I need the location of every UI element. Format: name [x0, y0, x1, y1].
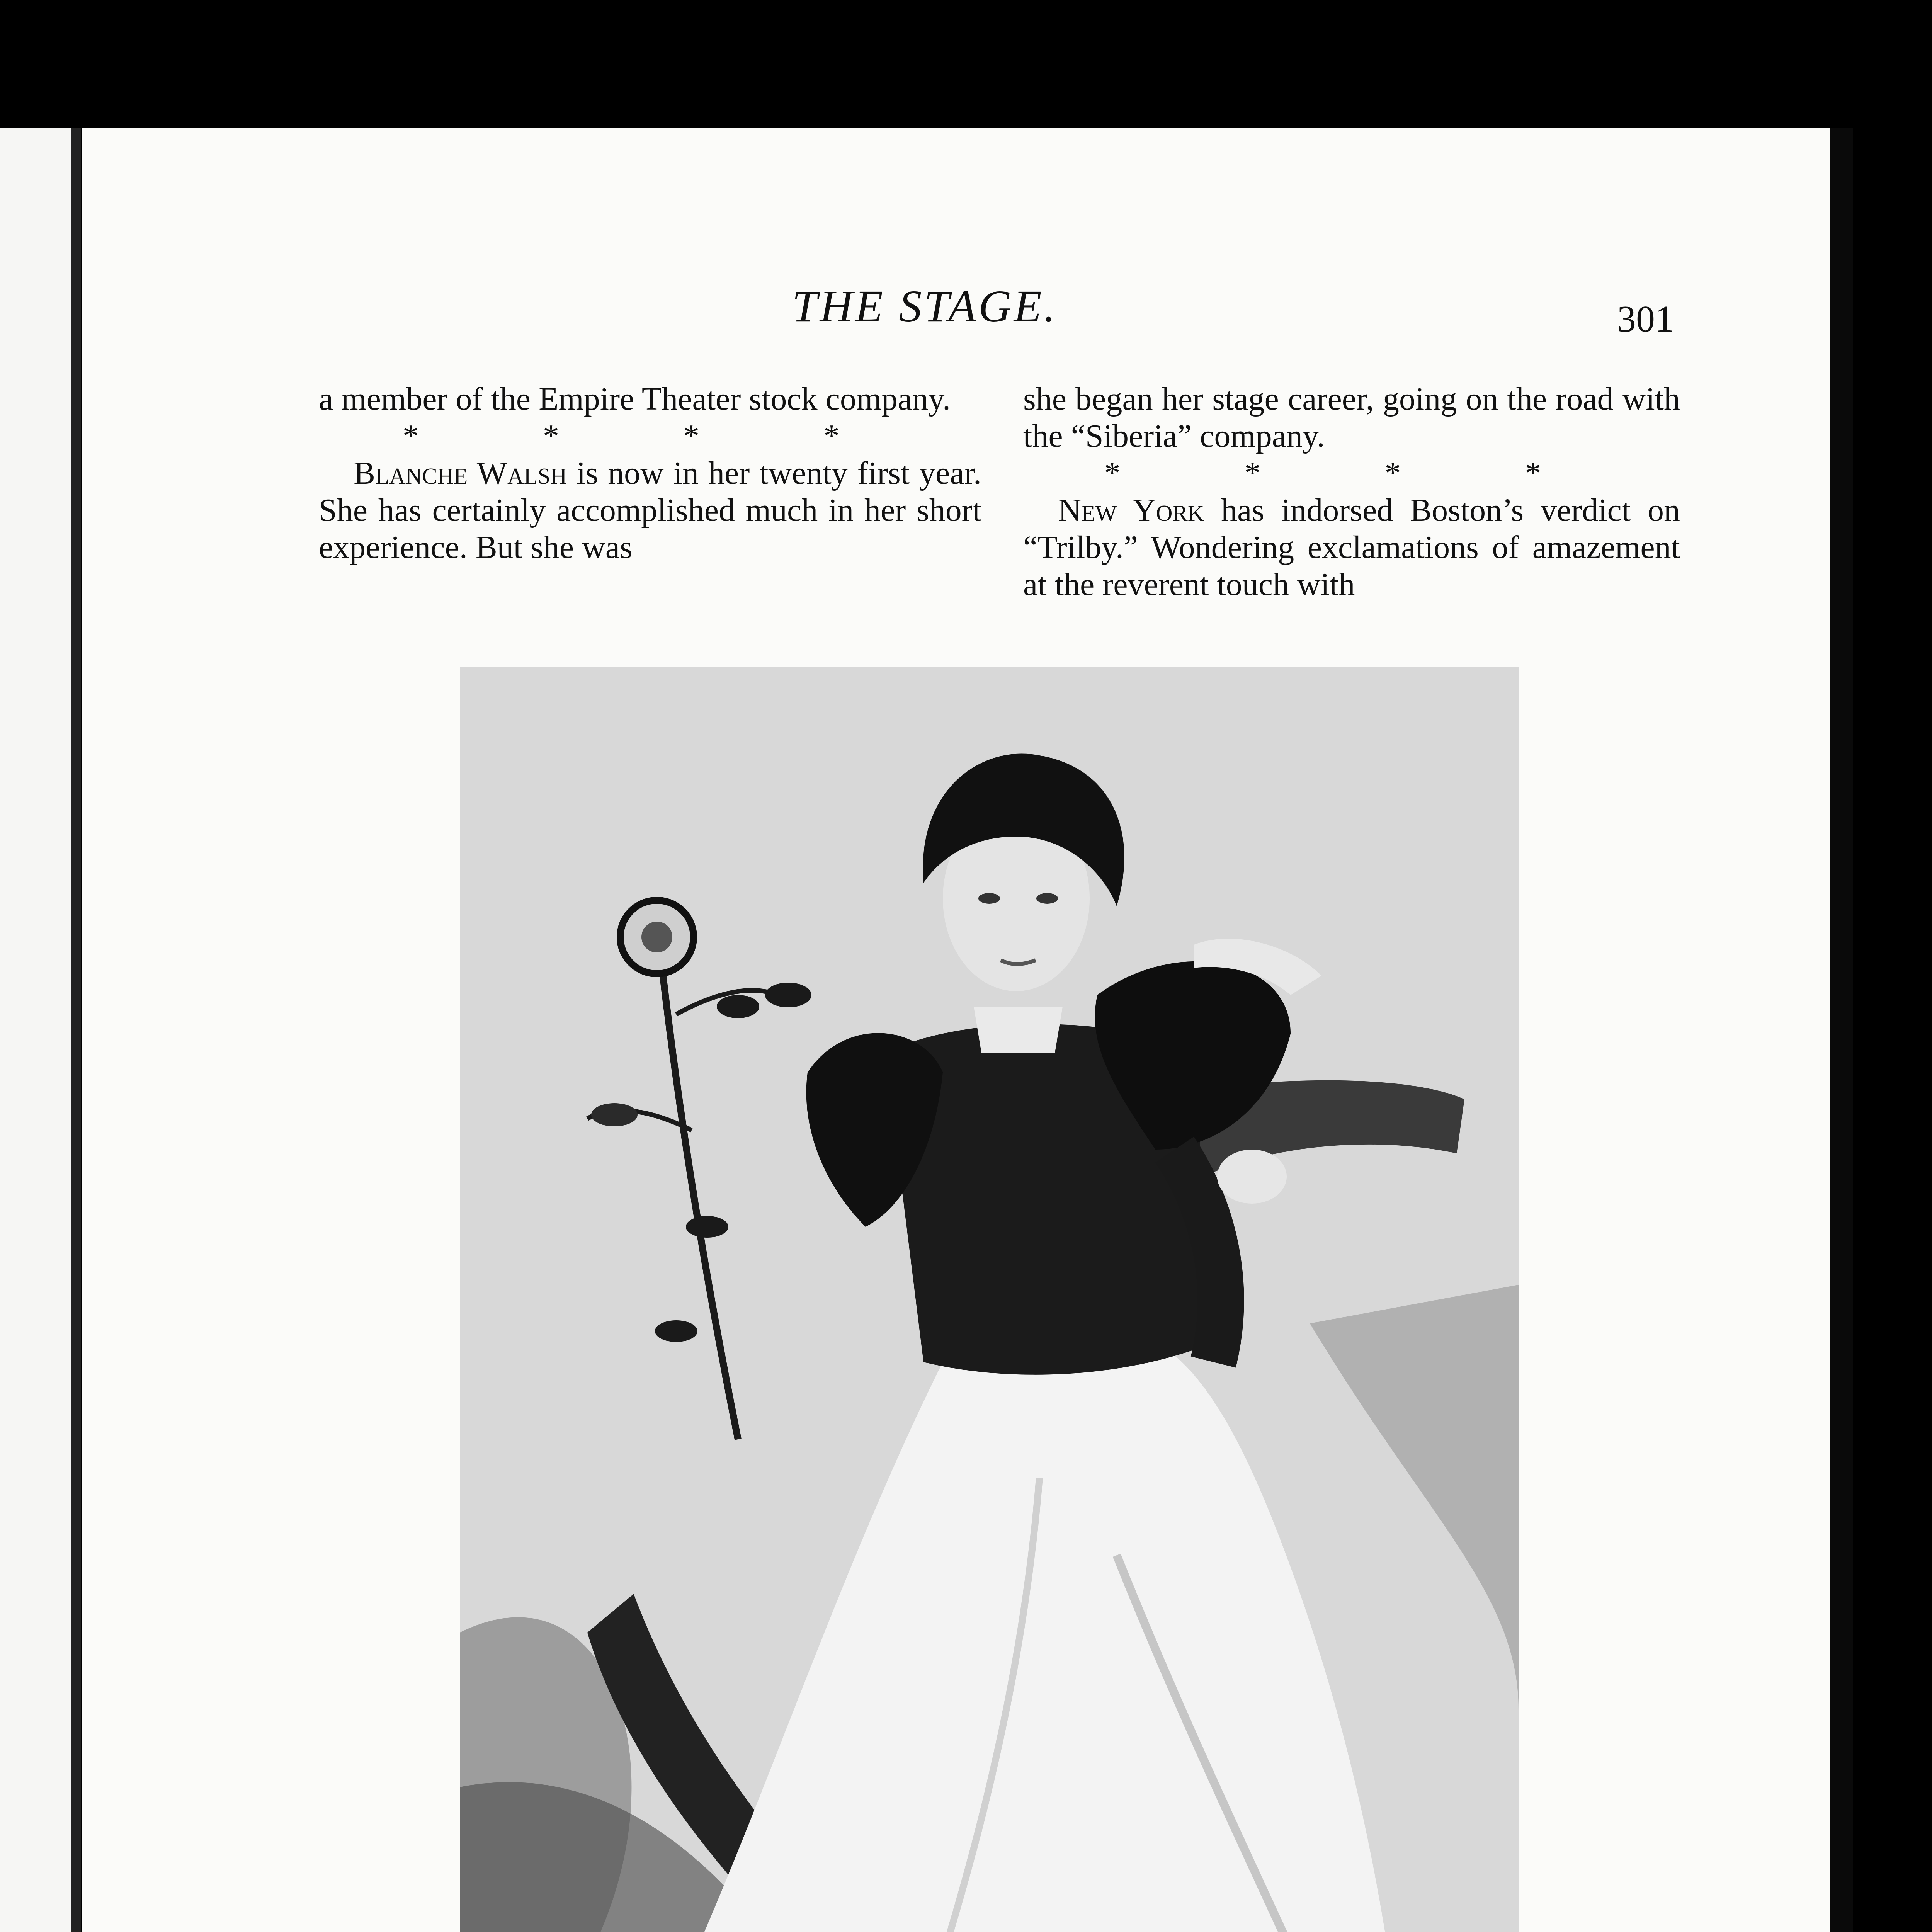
section-break-stars: * * * * [1104, 455, 1599, 491]
portrait-photograph [460, 667, 1519, 1932]
paragraph [319, 455, 981, 566]
paragraph: she began her stage career, going on the road with the “Siberia” company. [1023, 381, 1680, 454]
column-top-right [1023, 381, 1680, 603]
paragraph [1023, 492, 1680, 603]
right-page-border [1830, 128, 1853, 1932]
section-break-stars: * * * * [403, 418, 898, 454]
running-head: THE STAGE. [792, 281, 1058, 332]
page-number: 301 [1617, 298, 1674, 340]
page-gutter [71, 128, 81, 1932]
left-page-edge [0, 128, 77, 1932]
portrait-illustration [460, 667, 1519, 1932]
lead-words: Blanche Walsh [354, 455, 567, 491]
paragraph: a member of the Empire Theater stock company. [319, 381, 951, 417]
column-top-left [319, 381, 981, 566]
paragraph-text: has indorsed Boston’s verdict on “Trilby.” Wondering exclamations of amazement at the reverent touch with [1023, 492, 1680, 602]
paragraph-text: is now in her twenty first year. She has certainly accomplished much in her short experience. But she was [319, 455, 981, 565]
lead-words: New York [1058, 492, 1204, 528]
